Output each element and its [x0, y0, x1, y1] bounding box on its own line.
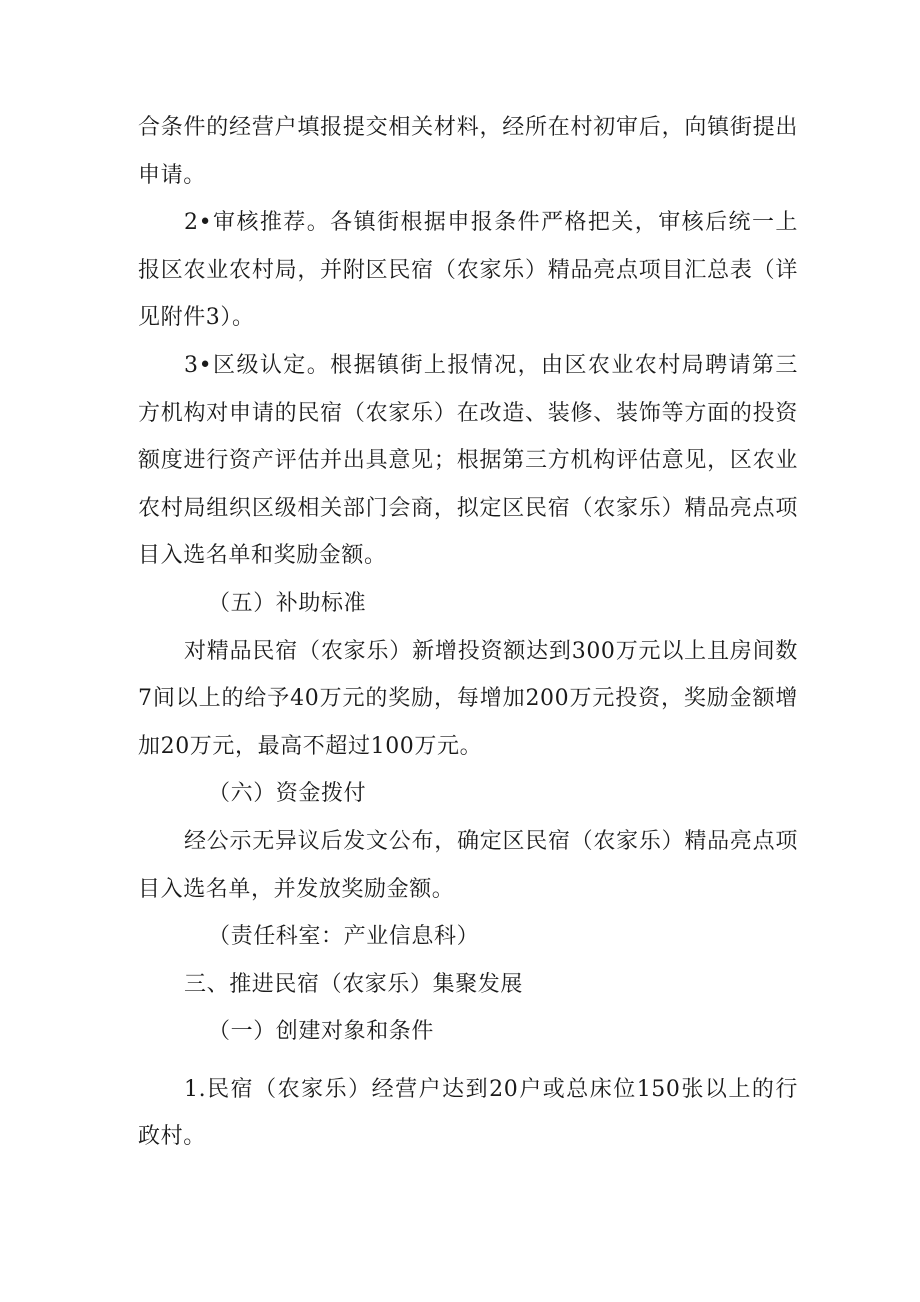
heading-subsidy-standard: （五）补助标准: [208, 590, 367, 616]
paragraph-spacer: [138, 1056, 798, 1066]
heading-creation-targets: （一）创建对象和条件: [208, 1019, 435, 1045]
paragraph-application-continuation: 合条件的经营户填报提交相关材料，经所在村初审后，向镇街提出申请。: [138, 115, 798, 188]
paragraph-review-recommendation: 2•审核推荐。各镇街根据申报条件严格把关，审核后统一上报区农业农村局，并附区民宿（农家乐）精品亮点项目汇总表（详见附件3）。: [138, 210, 798, 331]
paragraph-subsidy-standard: 对精品民宿（农家乐）新增投资额达到300万元以上且房间数7间以上的给予40万元的奖励，每增加200万元投资，奖励金额增加20万元，最高不超过100万元。: [138, 638, 798, 759]
heading-fund-allocation: （六）资金拨付: [208, 781, 367, 807]
paragraph-fund-allocation: 经公示无异议后发文公布，确定区民宿（农家乐）精品亮点项目入选名单，并发放奖励金额。: [138, 828, 798, 902]
document-body: [138, 104, 798, 1161]
responsible-department-note: （责任科室：产业信息科）: [208, 924, 480, 950]
paragraph-village-criteria: 1.民宿（农家乐）经营户达到20户或总床位150张以上的行政村。: [138, 1076, 798, 1150]
heading-section-three: 三、推进民宿（农家乐）集聚发展: [184, 971, 524, 997]
paragraph-district-certification: 3•区级认定。根据镇街上报情况，由区农业农村局聘请第三方机构对申请的民宿（农家乐）在改造、装修、装饰等方面的投资额度进行资产评估并出具意见；根据第三方机构评估意见，区农业农村局组织区级相关部门会商，拟定区民宿（农家乐）精品亮点项目入选名单和奖励金额。: [138, 352, 798, 569]
